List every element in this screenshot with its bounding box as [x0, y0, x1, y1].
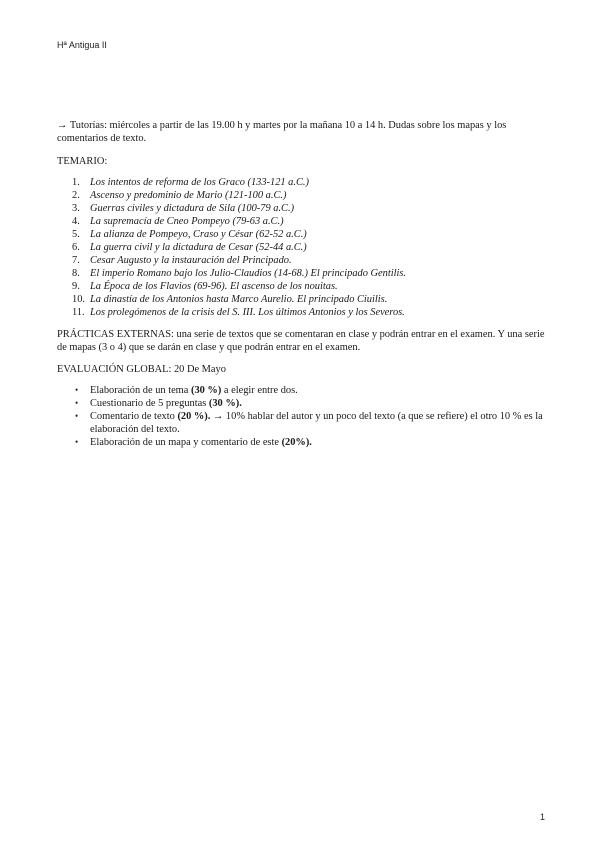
temario-item: [57, 202, 547, 215]
temario-item-text: Los prolegómenos de la crisis del S. III. Los últimos Antonios y los Severos.: [90, 307, 405, 318]
temario-item-text: La supremacía de Cneo Pompeyo (79-63 a.C.): [90, 216, 284, 227]
evaluacion-item-weight: (20 %).: [177, 411, 211, 422]
temario-item-text: Los intentos de reforma de los Graco (133-121 a.C.): [90, 177, 309, 188]
evaluacion-item: [57, 410, 547, 436]
temario-item-number: 1.: [72, 177, 80, 188]
temario-item-number: 11.: [72, 307, 85, 318]
temario-item: [57, 176, 547, 189]
evaluacion-item-weight: (30 %).: [208, 398, 242, 409]
temario-item-text: La dinastía de los Antonios hasta Marco Aurelio. El principado Ciuilis.: [90, 294, 388, 305]
temario-item-number: 10.: [72, 294, 85, 305]
evaluacion-item-text: Elaboración de un mapa y comentario de este: [90, 437, 282, 448]
bullet-icon: •: [75, 437, 79, 447]
evaluacion-item: [57, 397, 547, 410]
temario-item-number: 2.: [72, 190, 80, 201]
temario-item: [57, 306, 547, 319]
page-header: Hª Antigua II: [57, 40, 107, 50]
temario-item: [57, 241, 547, 254]
evaluacion-item-text: → 10% hablar del autor y un poco del texto (a que se refiere) el otro 10 % es la elaboración del texto.: [90, 411, 543, 435]
evaluacion-item-text: Elaboración de un tema: [90, 385, 191, 396]
temario-item: [57, 293, 547, 306]
evaluacion-item-text: Cuestionario de 5 preguntas: [90, 398, 209, 409]
evaluacion-item: [57, 436, 547, 449]
temario-item: [57, 189, 547, 202]
temario-item-number: 5.: [72, 229, 80, 240]
practicas-paragraph: PRÁCTICAS EXTERNAS: una serie de textos que se comentaran en clase y podrán entrar en el examen. Y una serie de mapas (3 o 4) que se darán en clase y que podrán entrar en el examen.: [57, 329, 545, 353]
temario-item-text: Cesar Augusto y la instauración del Principado.: [90, 255, 292, 266]
temario-item-text: El imperio Romano bajo los Julio-Claudios (14-68.) El principado Gentilis.: [90, 268, 407, 279]
temario-item-number: 7.: [72, 255, 80, 266]
evaluacion-item-text: Comentario de texto: [90, 411, 178, 422]
temario-item-number: 6.: [72, 242, 80, 253]
bullet-icon: •: [75, 411, 79, 421]
temario-item-text: Guerras civiles y dictadura de Sila (100-79 a.C.): [90, 203, 295, 214]
temario-item: [57, 280, 547, 293]
temario-list: [57, 176, 547, 319]
arrow-icon: →: [57, 120, 68, 131]
temario-item-number: 9.: [72, 281, 80, 292]
temario-heading: TEMARIO:: [57, 156, 108, 167]
temario-item-text: La Época de los Flavios (69-96). El ascenso de los nouitas.: [90, 281, 338, 292]
temario-item-text: La guerra civil y la dictadura de Cesar (52-44 a.C.): [90, 242, 307, 253]
evaluacion-item-weight: (30 %): [190, 385, 222, 396]
temario-item-number: 8.: [72, 268, 80, 279]
temario-item-text: La alianza de Pompeyo, Craso y César (62-52 a.C.): [90, 229, 307, 240]
temario-item-number: 4.: [72, 216, 80, 227]
evaluacion-item-text: a elegir entre dos.: [221, 385, 298, 396]
evaluacion-item-weight: (20%).: [281, 437, 312, 448]
temario-item: [57, 228, 547, 241]
evaluacion-list: [57, 384, 547, 449]
temario-item-number: 3.: [72, 203, 80, 214]
temario-item: [57, 254, 547, 267]
document-body: [57, 119, 547, 449]
bullet-icon: •: [75, 385, 79, 395]
tutorias-paragraph: [57, 119, 547, 145]
tutorias-text: Tutorías: miércoles a partir de las 19.00 h y martes por la mañana 10 a 14 h. Dudas sobre los mapas y los comentarios de texto.: [57, 120, 507, 144]
temario-item: [57, 215, 547, 228]
temario-item: [57, 267, 547, 280]
evaluacion-item: [57, 384, 547, 397]
evaluacion-heading: EVALUACIÓN GLOBAL: 20 De Mayo: [57, 364, 226, 375]
temario-item-text: Ascenso y predominio de Mario (121-100 a.C.): [90, 190, 287, 201]
bullet-icon: •: [75, 398, 79, 408]
page-number: 1: [540, 812, 546, 822]
